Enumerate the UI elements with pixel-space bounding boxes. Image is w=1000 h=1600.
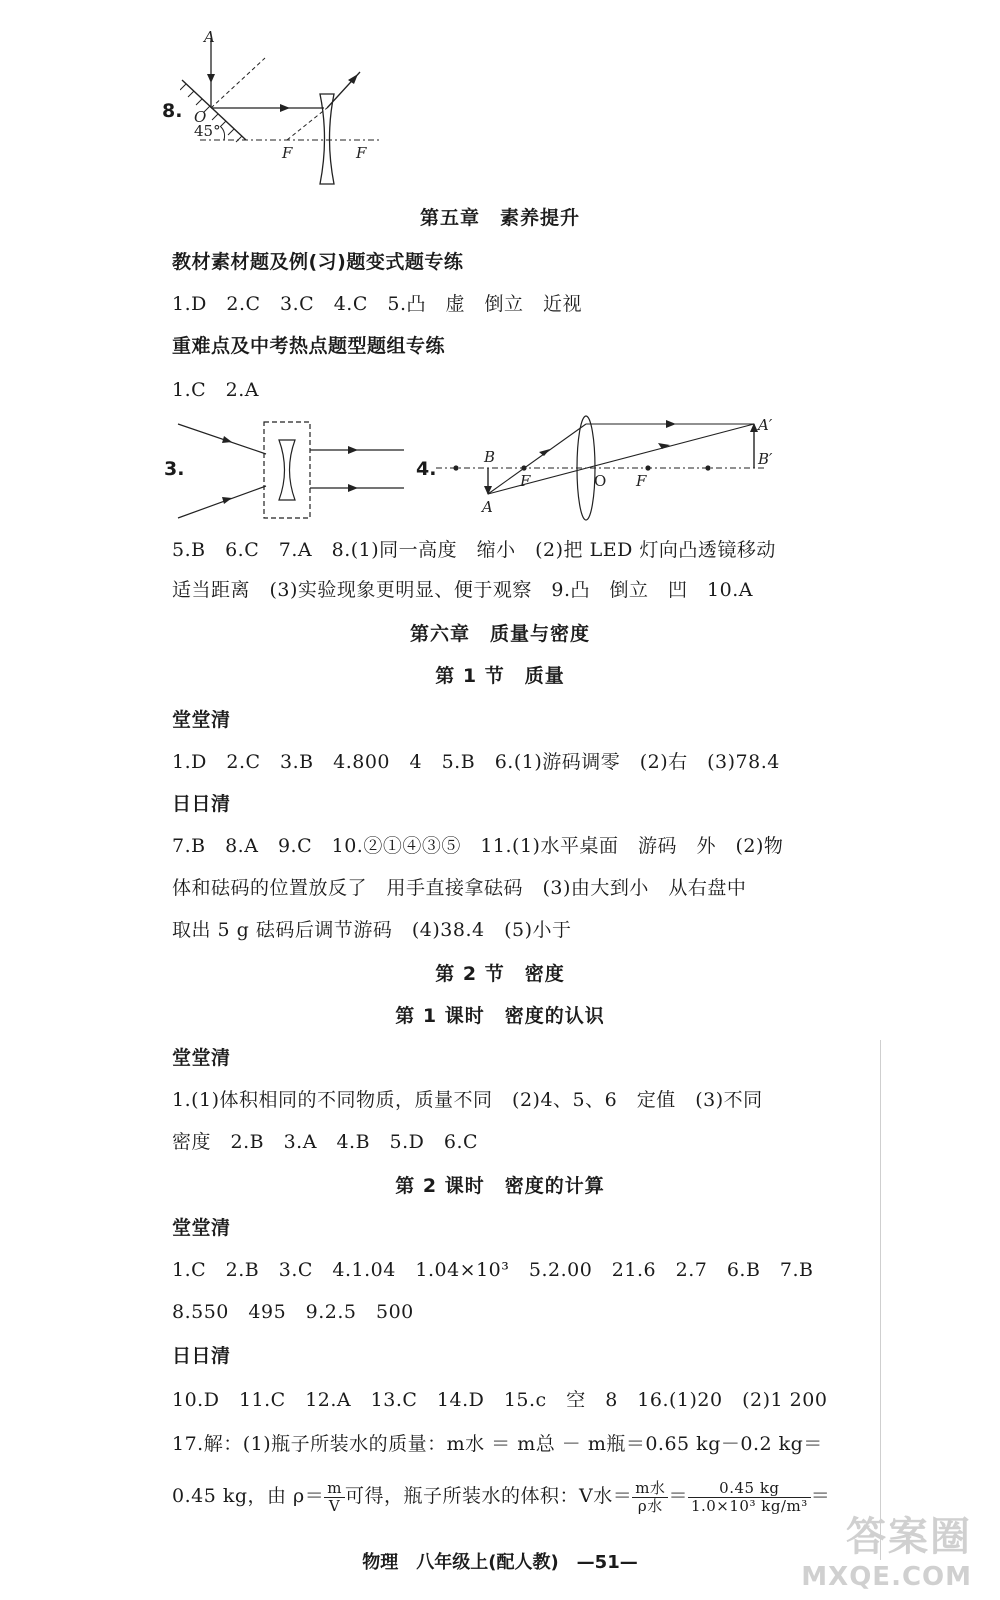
ch6-answers-5: 1.D 2.C 3.B 4.800 4 5.B 6.(1)游码调零 (2)右 (3)78.4 — [172, 751, 780, 773]
chapter6-title: 第六章 质量与密度 — [409, 623, 590, 645]
concave-lens — [279, 440, 295, 500]
section1-title: 第 1 节 质量 — [435, 665, 565, 687]
ans15-part-c: ＝ — [668, 1485, 688, 1507]
chapter5-title: 第五章 素养提升 — [419, 207, 580, 229]
fig3-diagram — [176, 418, 406, 522]
tangtangqing-3: 堂堂清 — [172, 1217, 231, 1239]
ray-through-focus — [488, 424, 586, 494]
label-Ap: A′ — [758, 416, 773, 434]
fig4-label: 4. — [416, 458, 437, 480]
fraction-mass-over-density: $\frac{\text{m水}}{\text{ρ水}}$ — [632, 1480, 668, 1515]
ans15-part-b: 可得，瓶子所装水的体积：V水＝ — [344, 1485, 633, 1507]
label-F1: F — [282, 144, 293, 162]
label-F1: F — [520, 472, 531, 490]
ch6-answers-13: 10.D 11.C 12.A 13.C 14.D 15.c 空 8 16.(1)20 (2)1 200 — [172, 1389, 828, 1411]
ch5-answers-2: 1.C 2.A — [172, 379, 260, 401]
fig3-label: 3. — [164, 458, 185, 480]
label-45deg: 45° — [194, 122, 221, 140]
label-A: A — [482, 498, 493, 516]
incoming-ray-top — [178, 424, 266, 454]
ch5-subtitle-1: 教材素材题及例(习)题变式题专练 — [172, 251, 464, 273]
focal-point-2 — [645, 465, 650, 470]
watermark-logo — [801, 1505, 972, 1592]
label-Bp: B′ — [758, 450, 773, 468]
tangtangqing-1: 堂堂清 — [172, 709, 231, 731]
ch6-answers-6: 7.B 8.A 9.C 10.②①④③⑤ 11.(1)水平桌面 游码 外 (2)物 — [172, 835, 784, 857]
ans15-part-d: ＝ — [810, 1485, 831, 1507]
ch5-answers-3: 5.B 6.C 7.A 8.(1)同一高度 缩小 (2)把 LED 灯向凸透镜移动 — [172, 539, 776, 561]
fraction-volume-calc: $\frac{0.45 kg}{\text{1.0×10³ kg/m³}}$ — [688, 1480, 811, 1515]
ririqing-1: 日日清 — [172, 793, 231, 815]
label-B: B — [484, 448, 496, 466]
ch6-answers-15 — [172, 1476, 830, 1516]
ch6-answers-14: 17.解：(1)瓶子所装水的质量：m水 ＝ m总 － m瓶＝0.65 kg－0.2 kg＝ — [172, 1433, 823, 1455]
label-F2: F — [356, 144, 367, 162]
label-O: O — [594, 472, 607, 490]
ch5-answers-4: 适当距离 (3)实验现象更明显、便于观察 9.凸 倒立 凹 10.A — [172, 579, 753, 601]
ch6-answers-7: 体和砝码的位置放反了 用手直接拿砝码 (3)由大到小 从右盘中 — [172, 877, 747, 899]
ch6-answers-12: 8.550 495 9.2.5 500 — [172, 1301, 414, 1323]
ans15-part-a: 0.45 kg，由 ρ＝ — [172, 1485, 325, 1507]
section2-title: 第 2 节 密度 — [435, 963, 565, 985]
incoming-ray-bottom — [178, 486, 266, 518]
label-O: O — [194, 108, 207, 126]
lesson1-title: 第 1 课时 密度的认识 — [395, 1005, 605, 1027]
ch5-answers-1: 1.D 2.C 3.C 4.C 5.凸 虚 倒立 近视 — [172, 293, 582, 315]
tangtangqing-2: 堂堂清 — [172, 1047, 231, 1069]
fraction-m-over-V: $\frac{m}{V}$ — [324, 1480, 345, 1515]
ch6-answers-10: 密度 2.B 3.A 4.B 5.D 6.C — [172, 1131, 479, 1153]
watermark-line1: 答案圈 — [846, 1514, 972, 1560]
fig4-diagram — [436, 412, 786, 524]
page-edge-divider — [880, 1040, 881, 1560]
ch6-answers-8: 取出 5 g 砝码后调节游码 (4)38.4 (5)小于 — [172, 919, 572, 941]
ch6-answers-11: 1.C 2.B 3.C 4.1.04 1.04×10³ 5.2.00 21.6 2.7 6.B 7.B — [172, 1259, 814, 1281]
label-A: A — [204, 28, 215, 46]
lesson2-title: 第 2 课时 密度的计算 — [395, 1175, 605, 1197]
dashed-box — [264, 422, 310, 518]
watermark-line2: MXQE.COM — [801, 1562, 972, 1592]
label-F2: F — [636, 472, 647, 490]
ch6-answers-9: 1.(1)体积相同的不同物质，质量不同 (2)4、5、6 定值 (3)不同 — [172, 1089, 763, 1111]
fig8-diagram — [180, 28, 380, 193]
ririqing-2: 日日清 — [172, 1345, 231, 1367]
page-footer: 物理 八年级上(配人教) —51— — [362, 1552, 638, 1573]
fig8-label: 8. — [162, 100, 183, 122]
virtual-extension — [287, 108, 327, 140]
normal-line — [211, 58, 265, 108]
ch5-subtitle-2: 重难点及中考热点题型题组专练 — [172, 335, 446, 357]
